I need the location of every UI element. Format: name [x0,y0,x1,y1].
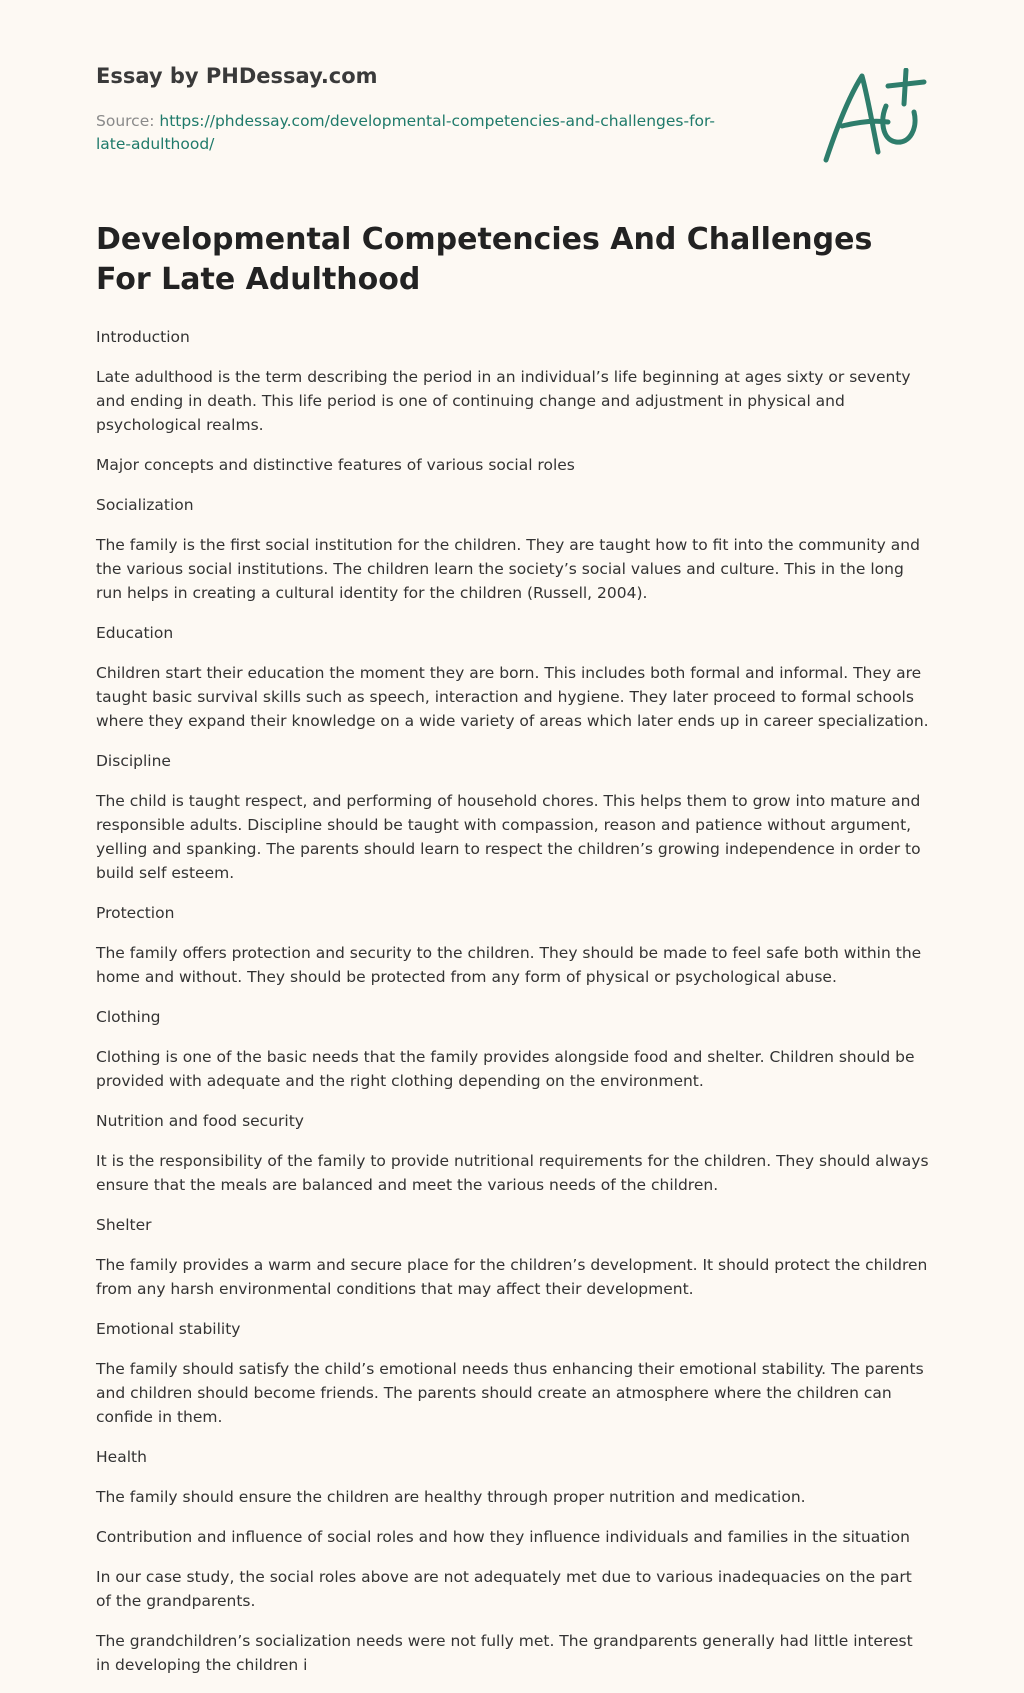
section-heading: Major concepts and distinctive features of various social roles [96,456,575,474]
section-heading: Contribution and influence of social roles and how they influence individuals and families in the situation [96,1528,910,1546]
source-label: Source: [96,112,155,130]
source-link[interactable]: https://phdessay.com/developmental-competencies-and-challenges-for-late-adulthood/ [96,112,715,153]
paragraph: Late adulthood is the term describing the period in an individual’s life beginning at ages sixty or seventy and ending in death. This life period is one of continuing change and adjustment in physical and psychological realms. [96,368,911,434]
section-heading: Socialization [96,496,194,514]
paragraph: Clothing is one of the basic needs that the family provides alongside food and shelter. Children should be provided with adequate and the right clothing depending on the environment. [96,1048,915,1090]
paragraph: The grandchildren’s socialization needs were not fully met. The grandparents generally had little interest in developing the children i [96,1632,913,1674]
section-heading: Clothing [96,1008,161,1026]
paragraph: The family provides a warm and secure place for the children’s development. It should protect the children from any harsh environmental conditions that may affect their development. [96,1256,928,1298]
paragraph: The family offers protection and security to the children. They should be made to feel safe both within the home and without. They should be protected from any form of physical or psychological abuse. [96,944,922,986]
paragraph: The family should satisfy the child’s emotional needs thus enhancing their emotional stability. The parents and children should become friends. The parents should create an atmosphere where the children can confide in them. [96,1360,924,1426]
section-heading: Protection [96,904,175,922]
section-heading: Health [96,1448,147,1466]
brand-title: Essay by PHDessay.com [96,64,378,88]
essay-body [96,325,930,1693]
section-heading: Education [96,624,174,642]
paragraph: The family should ensure the children are healthy through proper nutrition and medication. [96,1488,806,1506]
paragraph: In our case study, the social roles above are not adequately met due to various inadequacies on the part of the grandparents. [96,1568,912,1610]
section-heading: Shelter [96,1216,152,1234]
paragraph: Children start their education the moment they are born. This includes both formal and informal. They are taught basic survival skills such as speech, interaction and hygiene. They later proceed to formal schools where they expand their knowledge on a wide variety of areas which later ends up in career specialization. [96,664,929,730]
a-plus-grade-icon [822,68,932,168]
paragraph: The child is taught respect, and performing of household chores. This helps them to grow into mature and responsible adults. Discipline should be taught with compassion, reason and patience without argument, yelling and spanking. The parents should learn to respect the children’s growing independence in order to build self esteem. [96,792,921,882]
paragraph: The family is the first social institution for the children. They are taught how to fit into the community and the various social institutions. The children learn the society’s social values and culture. This in the long run helps in creating a cultural identity for the children (Russell, 2004). [96,536,920,602]
section-heading: Emotional stability [96,1320,241,1338]
paragraph: It is the responsibility of the family to provide nutritional requirements for the children. They should always ensure that the meals are balanced and meet the various needs of the children. [96,1152,929,1194]
source-line [96,110,736,156]
essay-title: Developmental Competencies And Challenges For Late Adulthood [96,222,873,297]
section-heading: Introduction [96,328,190,346]
section-heading: Discipline [96,752,171,770]
section-heading: Nutrition and food security [96,1112,304,1130]
